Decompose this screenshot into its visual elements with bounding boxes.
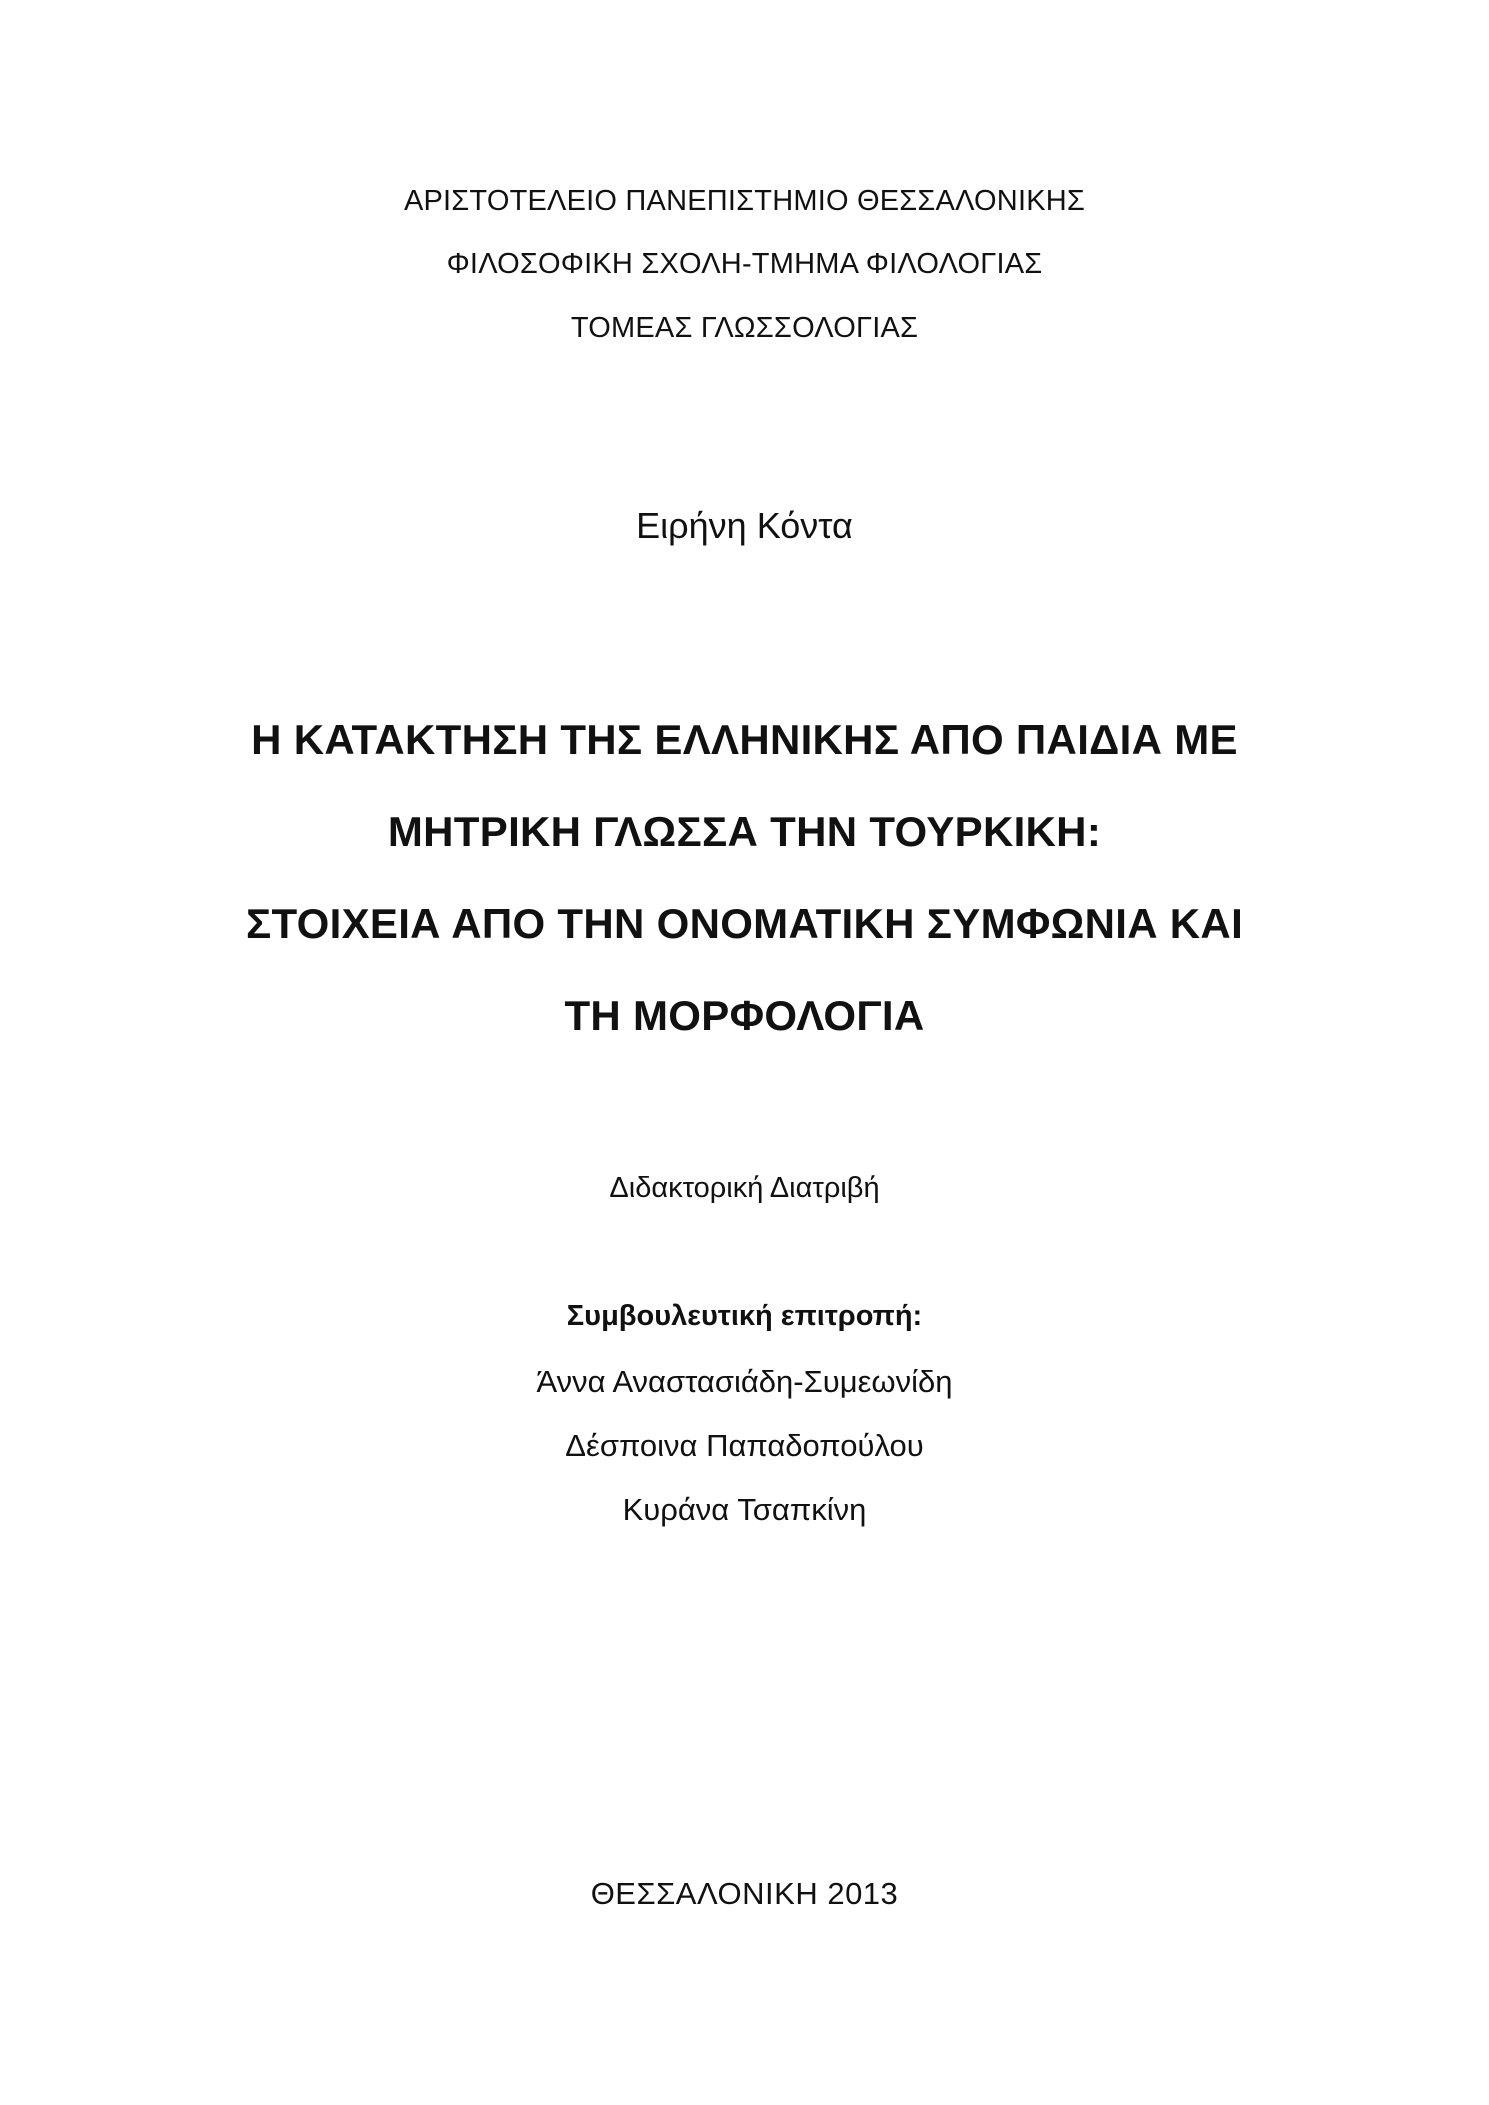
author-name: Ειρήνη Κόντα [636,505,853,546]
department-name: ΤΟΜΕΑΣ ΓΛΩΣΣΟΛΟΓΙΑΣ [570,312,919,344]
place-year: ΘΕΣΣΑΛΟΝΙΚΗ 2013 [590,1876,899,1911]
thesis-title-line-2: ΜΗΤΡΙΚΗ ΓΛΩΣΣΑ ΤΗΝ ΤΟΥΡΚΙΚΗ: [387,808,1102,855]
committee-member-2: Δέσποινα Παπαδοπούλου [565,1428,924,1463]
committee-heading: Συμβουλευτική επιτροπή: [566,1300,923,1332]
university-name: ΑΡΙΣΤΟΤΕΛΕΙΟ ΠΑΝΕΠΙΣΤΗΜΙΟ ΘΕΣΣΑΛΟΝΙΚΗΣ [403,185,1086,217]
committee-member-1: Άννα Αναστασιάδη-Συμεωνίδη [536,1364,953,1399]
thesis-title-line-3: ΣΤΟΙΧΕΙΑ ΑΠΟ ΤΗΝ ΟΝΟΜΑΤΙΚΗ ΣΥΜΦΩΝΙΑ ΚΑΙ [245,900,1244,947]
school-name: ΦΙΛΟΣΟΦΙΚΗ ΣΧΟΛΗ-ΤΜΗΜΑ ΦΙΛΟΛΟΓΙΑΣ [446,248,1043,280]
thesis-title-line-1: Η ΚΑΤΑΚΤΗΣΗ ΤΗΣ ΕΛΛΗΝΙΚΗΣ ΑΠΟ ΠΑΙΔΙΑ ΜΕ [251,716,1238,763]
document-type: Διδακτορική Διατριβή [609,1172,880,1204]
thesis-title-line-4: ΤΗ ΜΟΡΦΟΛΟΓΙΑ [564,992,925,1039]
committee-member-3: Κυράνα Τσαπκίνη [622,1492,867,1527]
